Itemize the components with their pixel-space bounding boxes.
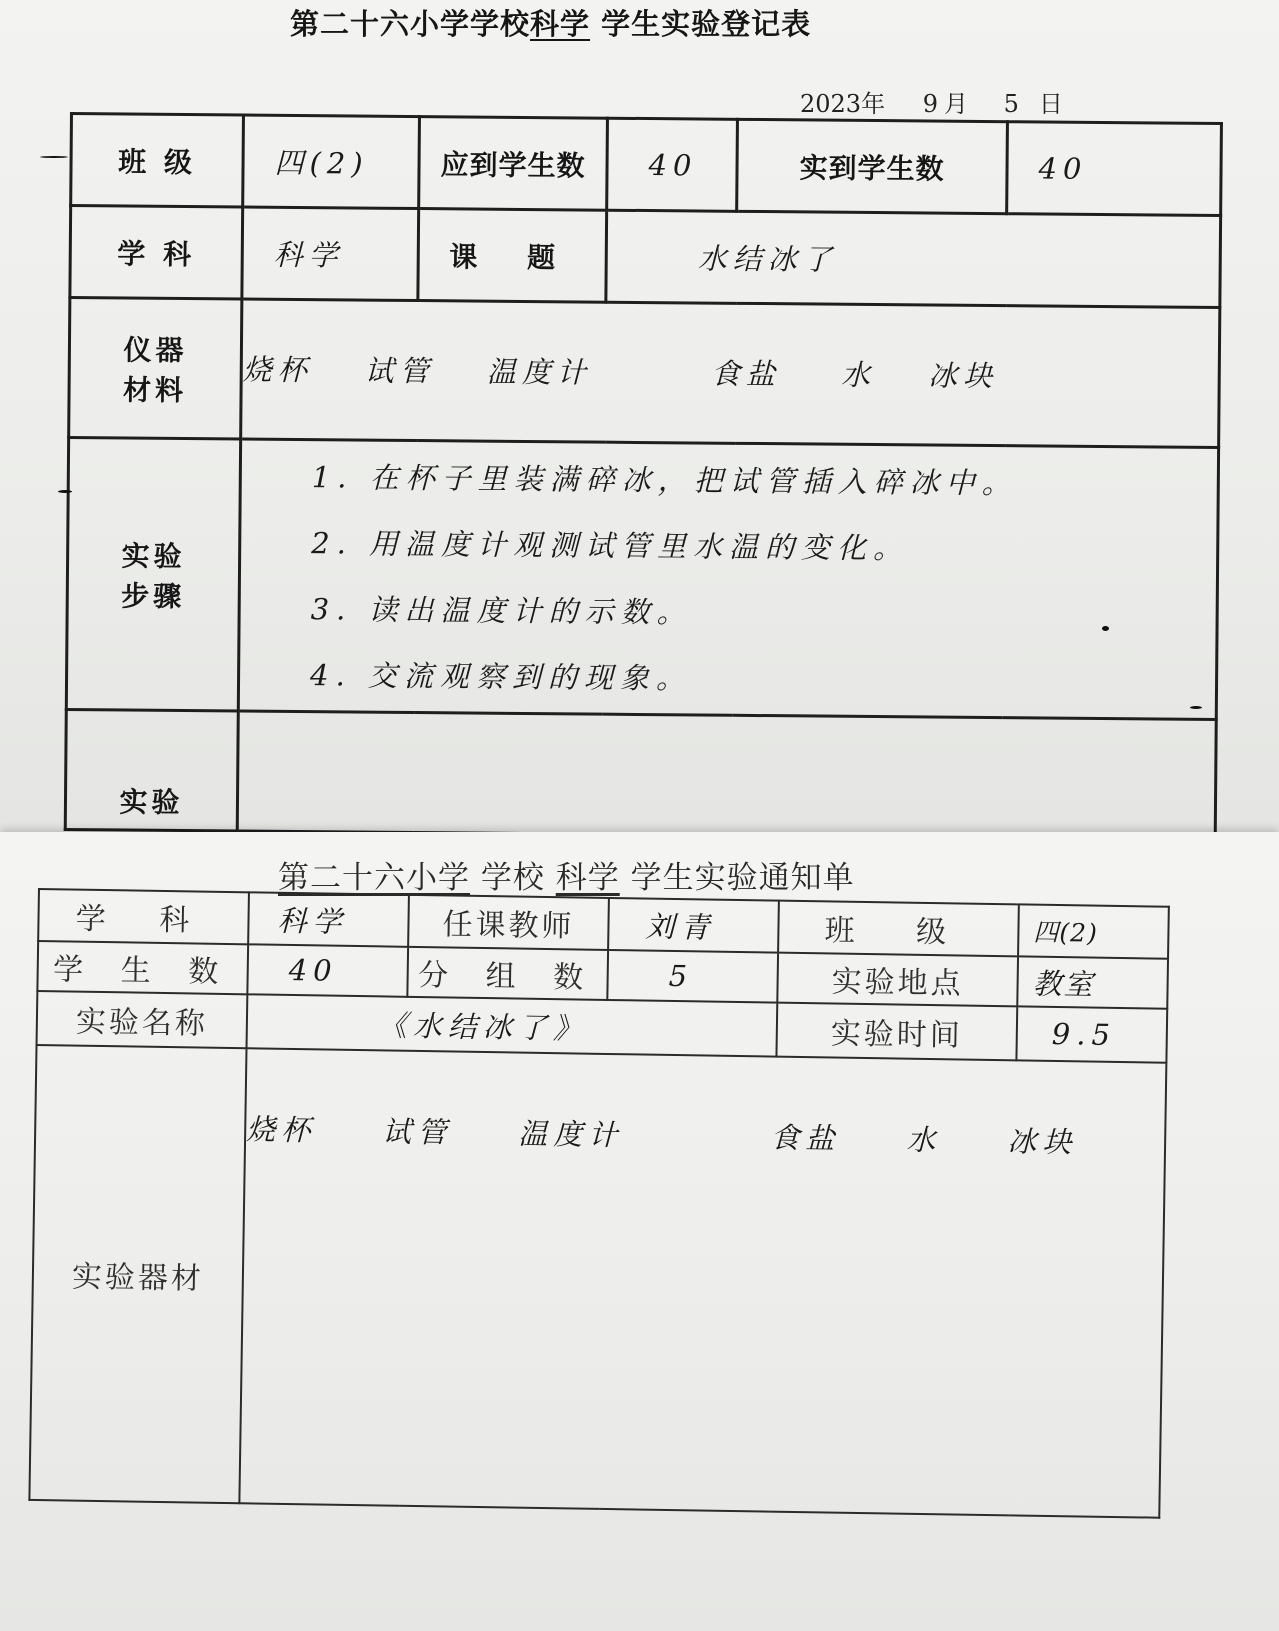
experiment-name-value: 《水结冰了》 bbox=[247, 994, 778, 1056]
class-label: 班 级 bbox=[71, 114, 244, 207]
date-month-unit: 月 bbox=[944, 90, 968, 118]
ink-speck bbox=[1102, 626, 1109, 631]
students-label: 学 生 数 bbox=[37, 941, 248, 994]
subject-label: 学 科 bbox=[70, 206, 243, 299]
teacher-value: 刘青 bbox=[608, 898, 779, 953]
registration-title-school: 第二十六小学学校 bbox=[290, 7, 531, 41]
notice-title-suffix: 学生实验通知单 bbox=[630, 860, 855, 896]
date-day: 5 bbox=[1003, 90, 1019, 118]
steps-label-line1: 实验 bbox=[121, 538, 186, 573]
notice-class-value: 四(2) bbox=[1018, 904, 1169, 958]
equipment-label-line2: 材料 bbox=[122, 372, 188, 407]
notice-equipment-item: 冰块 bbox=[1007, 1124, 1078, 1160]
notice-title-subject: 科学 bbox=[555, 860, 620, 896]
equipment-label-line1: 仪器 bbox=[123, 332, 188, 367]
students-value: 40 bbox=[247, 944, 408, 997]
notice-title-school: 第二十六小学 bbox=[278, 860, 470, 896]
step-item: 1. 在杯子里装满碎冰，把试管插入碎冰中。 bbox=[311, 459, 1018, 500]
date-day-unit: 日 bbox=[1038, 90, 1063, 118]
ink-speck bbox=[1190, 706, 1202, 709]
equipment-label bbox=[69, 298, 242, 439]
notice-table bbox=[28, 888, 1169, 1519]
notice-equipment-item: 温度计 bbox=[517, 1116, 624, 1153]
notice-equipment-item: 试管 bbox=[381, 1114, 453, 1150]
actual-students-value: 40 bbox=[1007, 122, 1222, 216]
topic-label: 课 题 bbox=[418, 209, 607, 303]
equipment-item: 温度计 bbox=[486, 354, 592, 390]
experiment-name-label: 实验名称 bbox=[37, 991, 248, 1048]
notice-equipment-label: 实验器材 bbox=[29, 1045, 246, 1503]
equipment-item: 水 bbox=[840, 357, 877, 392]
steps-label-line2: 步骤 bbox=[121, 578, 186, 613]
equipment-item: 食盐 bbox=[710, 356, 782, 391]
steps-list bbox=[238, 439, 1218, 720]
notice-class-label: 班 级 bbox=[778, 901, 1019, 957]
registration-table bbox=[64, 112, 1223, 841]
class-value: 四(2) bbox=[243, 115, 420, 209]
subject-value: 科学 bbox=[242, 207, 419, 301]
teacher-label: 任课教师 bbox=[408, 895, 609, 950]
steps-label bbox=[66, 438, 240, 711]
actual-students-label: 实到学生数 bbox=[737, 119, 1008, 213]
result-label: 实验 bbox=[65, 709, 238, 830]
registration-date bbox=[800, 84, 1069, 119]
notice-title bbox=[278, 852, 855, 897]
step-item: 2. 用温度计观测试管里水温的变化。 bbox=[311, 525, 910, 565]
notice-title-school-suffix: 学校 bbox=[480, 860, 545, 896]
equipment-list bbox=[241, 299, 1220, 448]
equipment-item: 冰块 bbox=[927, 357, 999, 393]
time-label: 实验时间 bbox=[776, 1003, 1017, 1061]
topic-value: 水结冰了 bbox=[606, 210, 1221, 307]
expected-students-value: 40 bbox=[607, 118, 738, 211]
equipment-item: 烧杯 bbox=[242, 352, 313, 387]
registration-title-subject: 科学 bbox=[530, 7, 591, 41]
equipment-item: 试管 bbox=[364, 353, 435, 388]
step-item: 4. 交流观察到的现象。 bbox=[309, 657, 693, 695]
notice-sheet bbox=[0, 832, 1279, 1631]
notice-equipment-list bbox=[239, 1048, 1166, 1517]
date-year: 2023年 bbox=[800, 90, 886, 118]
step-item: 3. 读出温度计的示数。 bbox=[310, 591, 693, 629]
ink-speck bbox=[58, 490, 72, 493]
notice-equipment-item: 烧杯 bbox=[245, 1112, 317, 1148]
groups-value: 5 bbox=[607, 950, 778, 1003]
location-value: 教室 bbox=[1017, 956, 1168, 1008]
groups-label: 分 组 数 bbox=[407, 947, 608, 1000]
registration-title-suffix: 学生实验登记表 bbox=[601, 7, 812, 41]
date-month: 9 bbox=[922, 90, 938, 118]
notice-subject-value: 科学 bbox=[248, 892, 409, 947]
time-value: 9.5 bbox=[1016, 1006, 1167, 1062]
notice-equipment-item: 水 bbox=[906, 1122, 942, 1158]
ink-speck bbox=[40, 156, 68, 158]
registration-title bbox=[290, 2, 811, 43]
notice-subject-label: 学 科 bbox=[38, 889, 249, 944]
expected-students-label: 应到学生数 bbox=[419, 117, 608, 211]
result-cell bbox=[237, 711, 1216, 840]
notice-equipment-item: 食盐 bbox=[770, 1120, 841, 1156]
location-label: 实验地点 bbox=[777, 953, 1018, 1007]
